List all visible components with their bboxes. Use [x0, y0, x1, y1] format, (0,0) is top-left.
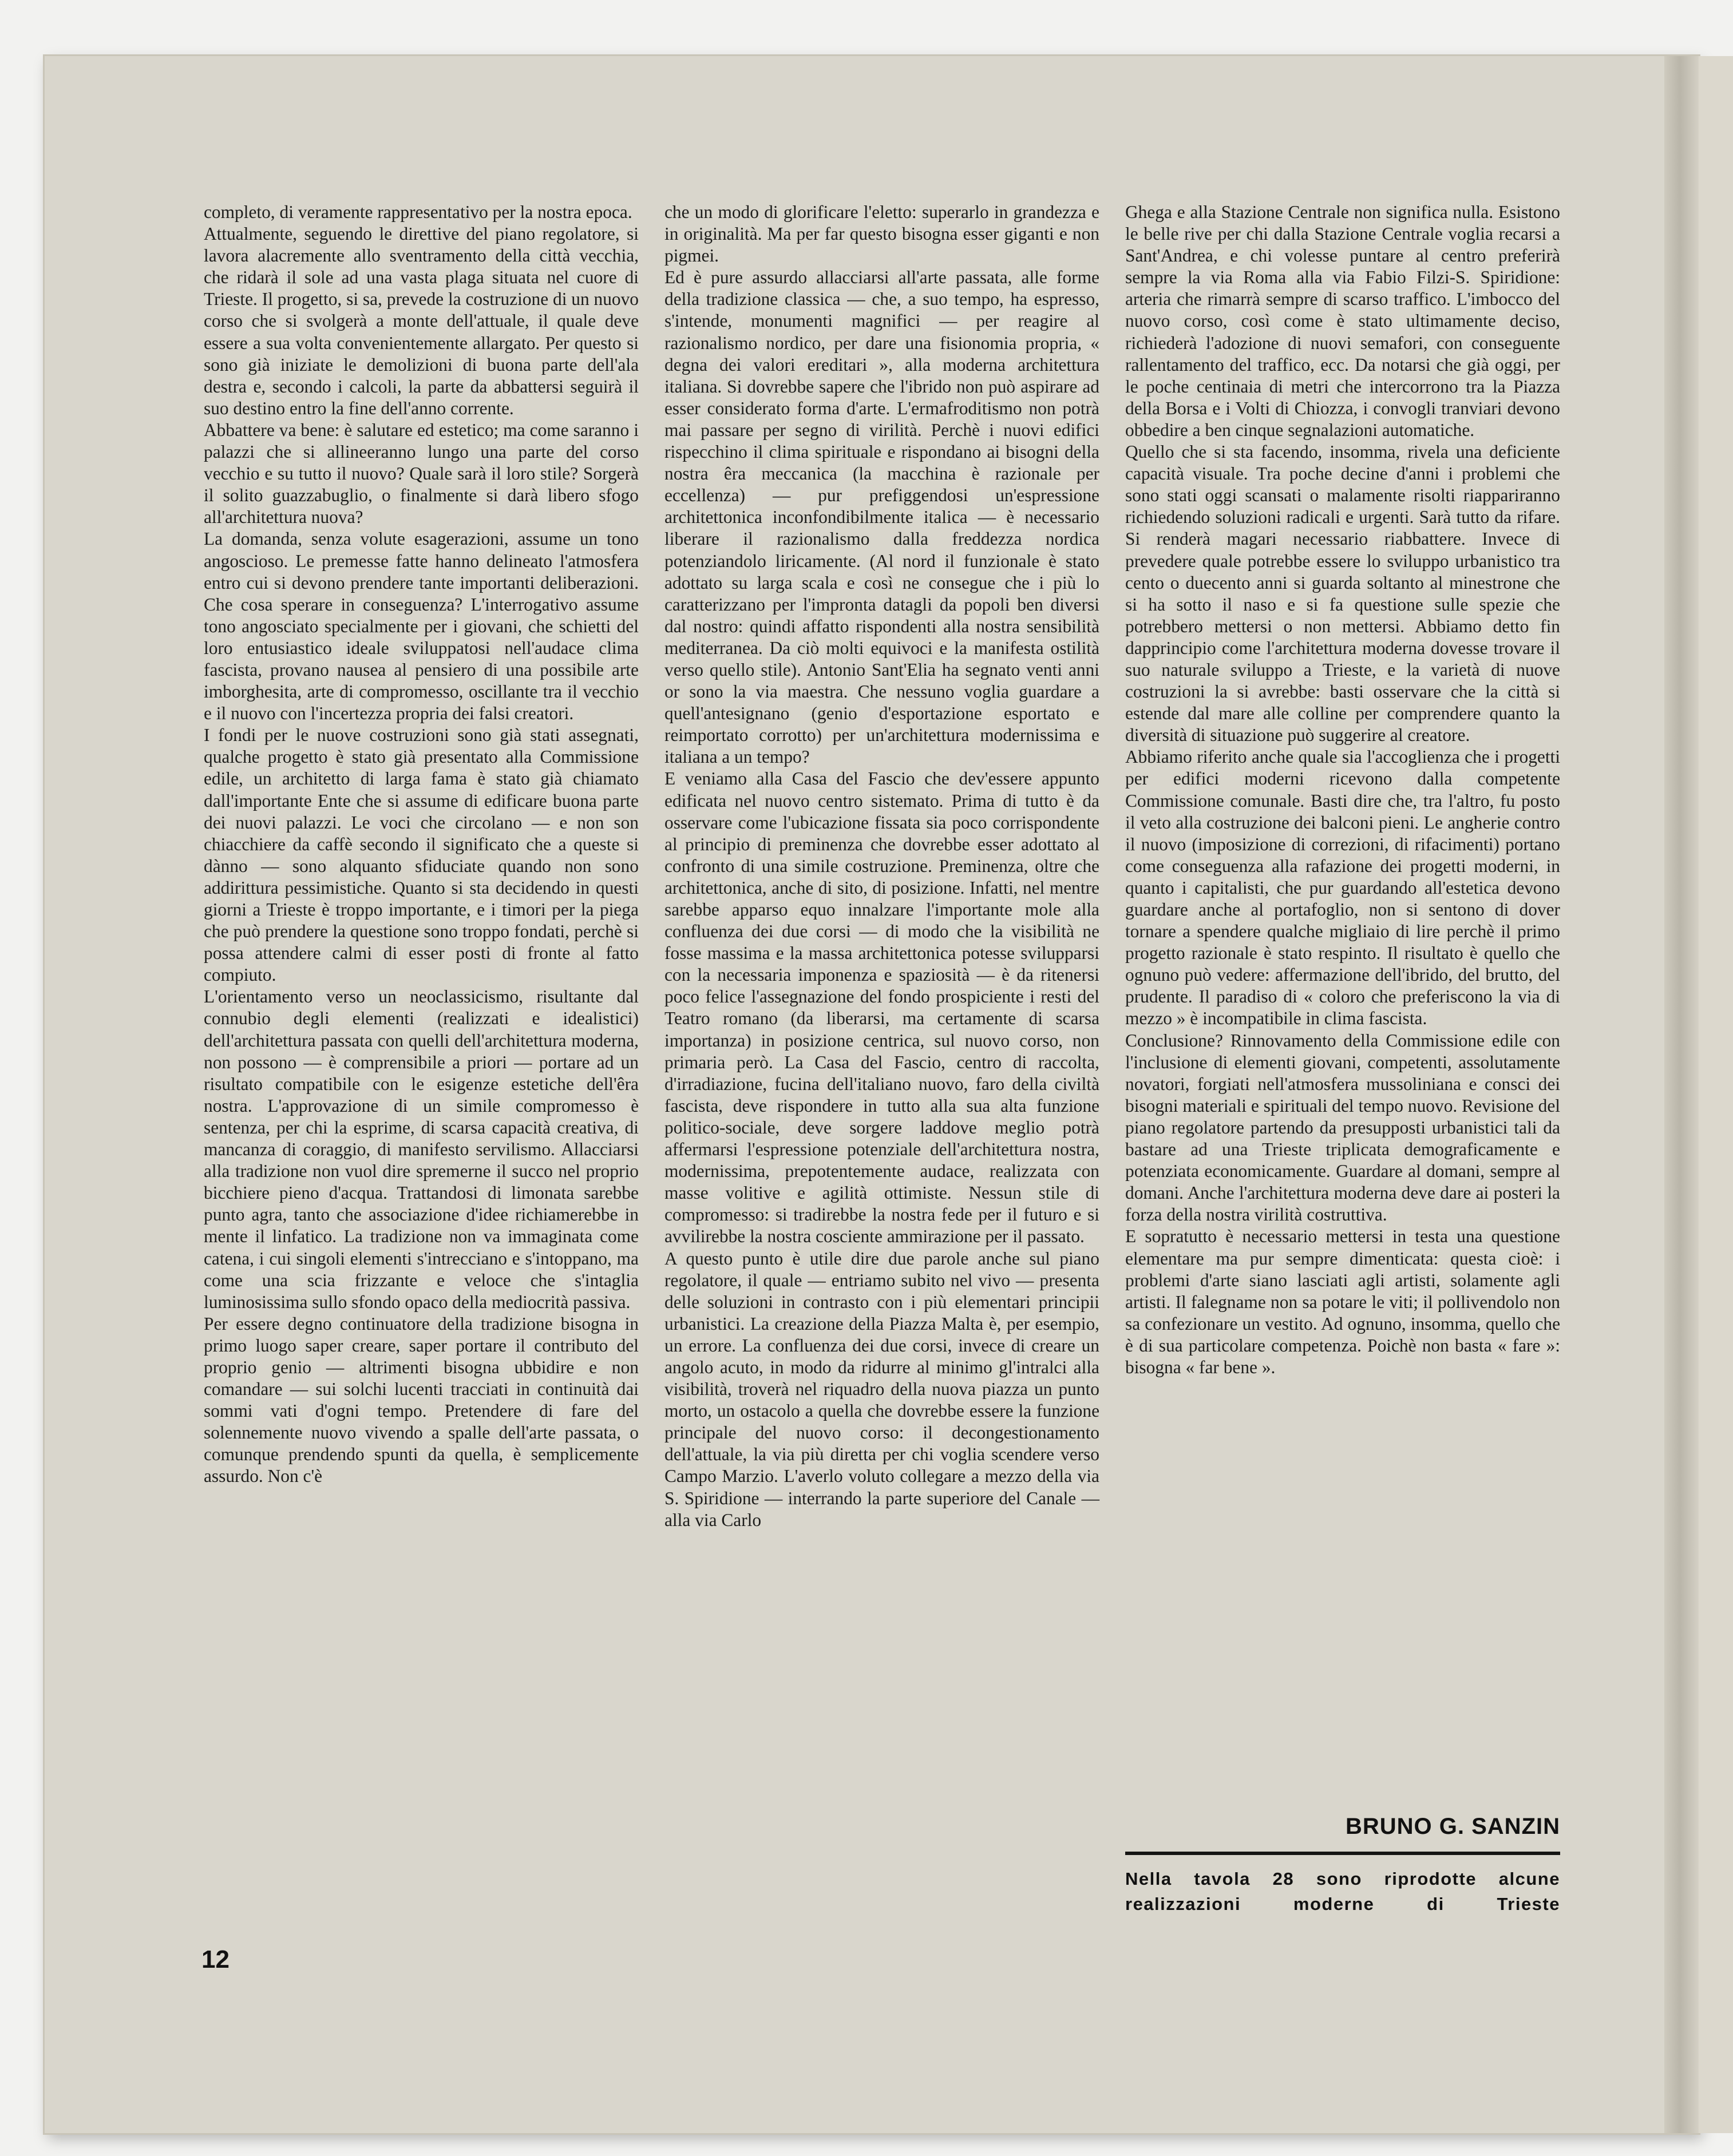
page-number: 12 — [201, 1945, 230, 1973]
paragraph: A questo punto è utile dire due parole anche sul piano regolatore, il quale — entriamo subito nel vivo — presenta delle soluzioni in contrasto con i più elementari principii urbanistici. La creazione della Piazza Malta è, per esempio, un errore. La confluenza dei due corsi, invece di creare un angolo acuto, in modo da ridurre al minimo gl'intralci alla visibilità, troverà nel riquadro della nuova piazza un punto morto, un ostacolo a quella che dovrebbe essere la funzione principale del nuovo corso: il decongestionamento dell'attuale, la via più diretta per chi voglia scendere verso Campo Marzio. L'averlo voluto collegare a mezzo della via S. Spiridione — interrando la parte superiore del Canale — alla via Carlo — [664, 1248, 1099, 1530]
paragraph: Quello che si sta facendo, insomma, rivela una deficiente capacità visuale. Tra poche decine d'anni i problemi che sono stati oggi scansati o malamente risolti riappariranno richiedendo soluzioni radicali e urgenti. Sarà tutto da rifare. Si renderà magari necessario riabbattere. Invece di prevedere quale potrebbe essere lo sviluppo urbanistico tra cento o duecento anni si guarda soltanto al minestrone che si ha sotto il naso e si fa questione sulle spezie che potrebbero mettersi o non mettersi. Abbiamo detto fin dapprincipio come l'architettura moderna dovesse trovare il suo naturale sviluppo a Trieste, e la varietà di nuove costruzioni la si avrebbe: basti osservare che la città si estende dal mare alle colline per comprendere quanto la diversità di situazione può suggerire al creatore. — [1125, 442, 1560, 746]
paragraph: E veniamo alla Casa del Fascio che dev'essere appunto edificata nel nuovo centro sistemato. Prima di tutto è da osservare come l'ubicazione fissata sia poco corrispondente al principio di preminenza che dovrebbe esser adottato al confronto di una simile costruzione. Preminenza, oltre che architettonica, anche di sito, di posizione. Infatti, nel mentre sarebbe apparso equo innalzare l'importante mole alla confluenza dei due corsi — di modo che la visibilità ne fosse massima e la massa architettonica potesse svilupparsi con la necessaria imponenza e spaziosità — è da ritenersi poco felice l'assegnazione del fondo prospiciente i resti del Teatro romano (da liberarsi, ma certamente di scarsa importanza) in posizione centrica, sul nuovo corso, non primaria però. La Casa del Fascio, centro di raccolta, d'irradiazione, fucina dell'italiano nuovo, faro della civiltà fascista, deve rispondere in tutto alla sua alta funzione politico-sociale, deve sorgere laddove meglio potrà affermarsi l'espressione potenziale dell'architettura nostra, modernissima, prepotentemente audace, realizzata con masse volitive e agilità ottimiste. Nessun stile di compromesso: si tradirebbe la nostra fede per il futuro e si avvilirebbe la nostra cosciente ammirazione per il passato. — [664, 768, 1099, 1247]
next-page-edge — [1699, 56, 1733, 2133]
divider-rule — [1125, 1852, 1560, 1855]
plate-note: Nella tavola 28 sono riprodotte alcune realizzazioni moderne di Trieste — [1125, 1869, 1560, 1914]
paragraph: Ed è pure assurdo allacciarsi all'arte passata, alle forme della tradizione classica — che, a suo tempo, ha espresso, s'intende, monumenti magnifici — per reagire al razionalismo nordico, per dare una fisionomia propria, « degna dei valori ereditari », alla moderna architettura italiana. Si dovrebbe sapere che l'ibrido non può aspirare ad esser considerato forma d'arte. L'ermafroditismo non potrà mai passare per segno di virilità. Perchè i nuovi edifici rispecchino il clima spirituale e rispondano ai bisogni della nostra êra meccanica (la macchina è razionale per eccellenza) — pur prefiggendosi un'espressione architettonica inconfondibilmente italica — è necessario liberare il razionalismo dalla freddezza nordica potenziandolo liricamente. (Al nord il funzionale è stato adottato su larga scala e così ne consegue che i più lo caratterizzano per l'impronta datagli da popoli ben diversi dal nostro: quindi affatto rispondenti alla nostra sensibilità mediterranea. Da ciò molti equivoci e la manifesta ostilità verso quello stile). Antonio Sant'Elia ha segnato venti anni or sono la via maestra. Che nessuno voglia guardare a quell'antesignano (genio d'esportazione esportato e reimportato corrotto) per un'architettura modernissima e italiana a un tempo? — [664, 267, 1099, 767]
paragraph: Per essere degno continuatore della tradizione bisogna in primo luogo saper creare, saper portare il contributo del proprio genio — altrimenti bisogna ubbidire e non comandare — sui solchi lucenti tracciati in continuità dai sommi vati d'ogni tempo. Pretendere di fare del solennemente nuovo vivendo a spalle dell'arte passata, o comunque prendendo spunti da quella, è semplicemente assurdo. Non c'è — [204, 1313, 639, 1487]
paragraph: che un modo di glorificare l'eletto: superarlo in grandezza e in originalità. Ma per far questo bisogna esser giganti e non pigmei. — [664, 202, 1099, 266]
text-column-3 — [1125, 201, 1560, 1378]
paragraph: L'orientamento verso un neoclassicismo, risultante dal connubio degli elementi (realizzati e idealistici) dell'architettura passata con quelli dell'architettura moderna, non possono — è comprensibile a priori — portare ad un risultato compatibile con le esigenze estetiche dell'êra nostra. L'approvazione di un simile compromesso è sentenza, per chi la esprime, di scarsa capacità creativa, di mancanza di coraggio, di manifesto servilismo. Allacciarsi alla tradizione non vuol dire spremerne il succo nel proprio bicchiere pieno d'acqua. Trattandosi di limonata sarebbe punto agra, tanto che associazione d'idee richiamerebbe in mente il linfatico. La tradizione non va immaginata come catena, i cui singoli elementi s'intrecciano e s'intoppano, ma come una scia frizzante e veloce che s'intaglia luminosissima sullo sfondo opaco della mediocrità passiva. — [204, 986, 639, 1312]
paragraph: Abbattere va bene: è salutare ed estetico; ma come saranno i palazzi che si allineeranno lungo una parte del corso vecchio e su tutto il nuovo? Quale sarà il loro stile? Sorgerà il solito guazzabuglio, o finalmente si darà libero sfogo all'architettura nuova? — [204, 419, 639, 528]
paragraph: E sopratutto è necessario mettersi in testa una questione elementare ma pur sempre dimenticata: questa cioè: i problemi d'arte siano lasciati agli artisti, solamente agli artisti. Il falegname non sa potare le viti; il pollivendolo non sa confezionare un vestito. Ad ognuno, insomma, quello che è di sua particolare competenza. Poichè non basta « fare »: bisogna « far bene ». — [1125, 1226, 1560, 1377]
paragraph: Conclusione? Rinnovamento della Commissione edile con l'inclusione di elementi giovani, competenti, assolutamente novatori, forgiati nell'atmosfera mussoliniana e consci dei bisogni materiali e spirituali del tempo nuovo. Revisione del piano regolatore partendo da presupposti urbanistici tali da bastare ad una Trieste triplicata demograficamente e potenziata economicamente. Guardare al domani, sempre al domani. Anche l'architettura moderna deve dare ai posteri la forza della nostra virilità costruttiva. — [1125, 1030, 1560, 1225]
paragraph: Attualmente, seguendo le direttive del piano regolatore, si lavora alacremente allo sventramento della città vecchia, che ridarà il sole ad una vasta plaga situata nel cuore di Trieste. Il progetto, si sa, prevede la costruzione di un nuovo corso che si svolgerà a monte dell'attuale, il quale deve essere a sua volta convenientemente allargato. Per questo si sono già iniziate le demolizioni di buona parte dell'ala destra e, secondo i calcoli, la parte da abbattersi seguirà il suo destino entro la fine dell'anno corrente. — [204, 224, 639, 418]
page-spine — [1664, 56, 1699, 2133]
paragraph: Ghega e alla Stazione Centrale non significa nulla. Esistono le belle rive per chi dalla Stazione Centrale voglia recarsi a Sant'Andrea, e chi volesse puntare al centro preferirà sempre la via Roma alla via Fabio Filzi-S. Spiridione: arteria che rimarrà sempre di scarso traffico. L'imbocco del nuovo corso, così come è stato ultimamente deciso, richiederà l'adozione di nuovi semafori, con conseguente rallentamento del traffico, ecc. Da notarsi che già oggi, per le poche centinaia di metri che intercorrono tra la Piazza della Borsa e i Volti di Chiozza, i convogli tranviari devono obbedire a ben cinque segnalazioni automatiche. — [1125, 202, 1560, 440]
text-column-1 — [204, 201, 639, 1488]
paragraph: completo, di veramente rappresentativo per la nostra epoca. — [204, 202, 632, 222]
paragraph: Abbiamo riferito anche quale sia l'accoglienza che i progetti per edifici moderni ricevono dalla competente Commissione comunale. Basti dire che, tra l'altro, fu posto il veto alla costruzione dei balconi pieni. Le angherie contro il nuovo (imposizione di correzioni, di rifacimenti) portano come conseguenza alla rafazione dei progetti moderni, in quanto i capitalisti, che pur guardando all'estetica devono guardare anche al portafoglio, non si sentono di dover tornare a spendere qualche migliaio di lire perchè il primo progetto razionale è stato respinto. Il risultato è quello che ognuno può vedere: affermazione dell'ibrido, del brutto, del prudente. Il paradiso di « coloro che preferiscono la via di mezzo » è incompatibile in clima fascista. — [1125, 747, 1560, 1029]
author-signature: BRUNO G. SANZIN — [1346, 1814, 1560, 1839]
paragraph: La domanda, senza volute esagerazioni, assume un tono angoscioso. Le premesse fatte hanno delineato l'atmosfera entro cui si devono prendere tante importanti deliberazioni. Che cosa sperare in conseguenza? L'interrogativo assume tono angosciato specialmente per i giovani, che schietti del loro entusiastico ideale sviluppatosi nell'audace clima fascista, provano nausea al pensiero di una possibile arte imborghesita, arte di compromesso, oscillante tra il vecchio e il nuovo con l'incertezza propria dei falsi creatori. — [204, 529, 639, 724]
text-column-2 — [664, 201, 1099, 1531]
paragraph: I fondi per le nuove costruzioni sono già stati assegnati, qualche progetto è stato già presentato alla Commissione edile, un architetto di larga fama è stato già chiamato dall'importante Ente che si assume di edificare buona parte dei nuovi palazzi. Le voci che circolano — e non son chiacchiere da caffè secondo il significato che a queste si dànno — sono alquanto sfiduciate quando non sono addirittura pessimistiche. Quanto si sta decidendo in questi giorni a Trieste è troppo importante, e i timori per la piega che può prendere la questione sono troppo fondati, perchè si possa attendere calmi di esser posti di fronte al fatto compiuto. — [204, 725, 639, 985]
